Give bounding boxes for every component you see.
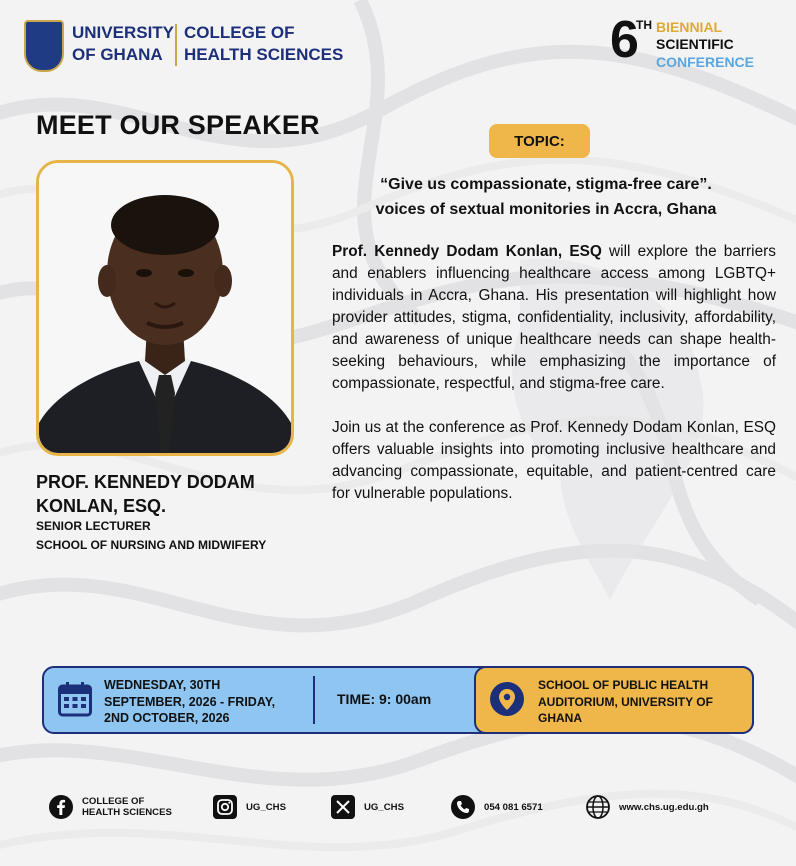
description-paragraph-1 bbox=[332, 241, 776, 395]
event-time: TIME: 9: 00am bbox=[337, 691, 432, 707]
speaker-portrait-image bbox=[39, 163, 291, 453]
calendar-icon bbox=[58, 681, 92, 717]
facebook-icon bbox=[48, 794, 74, 820]
facebook-label bbox=[82, 796, 172, 818]
topic-title-line2: voices of sextual monitories in Accra, Ghana bbox=[375, 201, 717, 218]
event-date-line1: WEDNESDAY, 30TH bbox=[104, 678, 221, 692]
event-venue-line1: SCHOOL OF PUBLIC HEALTH bbox=[538, 678, 709, 692]
footer-instagram[interactable] bbox=[212, 790, 286, 824]
globe-icon bbox=[585, 794, 611, 820]
footer-website[interactable] bbox=[585, 790, 709, 824]
instagram-icon bbox=[212, 794, 238, 820]
phone-number: 054 081 6571 bbox=[484, 801, 543, 813]
conference-scientific: SCIENTIFIC bbox=[656, 36, 734, 52]
page-title: MEET OUR SPEAKER bbox=[36, 110, 320, 140]
facebook-label-line1: COLLEGE OF bbox=[82, 796, 145, 807]
conference-suffix: TH bbox=[636, 18, 652, 32]
instagram-handle: UG_CHS bbox=[246, 801, 286, 813]
topic-label: TOPIC: bbox=[489, 124, 590, 158]
university-name bbox=[72, 22, 174, 66]
speaker-department: SCHOOL OF NURSING AND MIDWIFERY bbox=[36, 538, 267, 552]
university-name-line1: UNIVERSITY bbox=[72, 23, 175, 42]
event-venue-line2: AUDITORIUM, UNIVERSITY OF bbox=[538, 694, 713, 709]
speaker-description bbox=[332, 241, 776, 505]
topic-title bbox=[336, 172, 756, 222]
speaker-title: SENIOR LECTURER bbox=[36, 519, 151, 533]
college-name-line2: HEALTH SCIENCES bbox=[184, 45, 344, 64]
speaker-name bbox=[36, 470, 255, 518]
speaker-name-line2: KONLAN, ESQ. bbox=[36, 496, 167, 516]
description-paragraph-1-text: will explore the barriers and enablers influencing healthcare access among LGBTQ+ individuals in Accra, Ghana. His presentation will highlight how provider attitudes, stigma, confidentiality, inclusivity, affordability, and awareness of unique healthcare needs can shape health-seeking behaviours, while emphasizing the importance of compassionate, respectful, and stigma-free care. bbox=[332, 243, 776, 392]
phone-icon bbox=[450, 794, 476, 820]
speaker-role bbox=[36, 517, 266, 555]
conference-conference: CONFERENCE bbox=[656, 54, 755, 70]
conference-number: 6 bbox=[610, 11, 639, 69]
description-lead: Prof. Kennedy Dodam Konlan, ESQ bbox=[332, 243, 602, 260]
footer-phone[interactable] bbox=[450, 790, 543, 824]
event-date-line3: 2ND OCTOBER, 2026 bbox=[104, 711, 230, 725]
university-name-line2: OF GHANA bbox=[72, 45, 163, 64]
x-icon bbox=[330, 794, 356, 820]
speaker-photo bbox=[36, 160, 294, 456]
facebook-label-line2: HEALTH SCIENCES bbox=[82, 807, 172, 818]
event-venue-line3: GHANA bbox=[538, 711, 582, 725]
college-name bbox=[184, 22, 343, 66]
footer-facebook[interactable] bbox=[48, 790, 172, 824]
website-url: www.chs.ug.edu.gh bbox=[619, 801, 709, 813]
speaker-name-line1: PROF. KENNEDY DODAM bbox=[36, 472, 255, 492]
description-paragraph-2: Join us at the conference as Prof. Kennedy Dodam Konlan, ESQ offers valuable insights into promoting inclusive healthcare and advancing compassionate, equitable, and patient-centred care for vulnerable populations. bbox=[332, 419, 776, 502]
conference-biennial: BIENNIAL bbox=[656, 19, 723, 35]
university-seal-logo bbox=[24, 20, 64, 72]
x-handle: UG_CHS bbox=[364, 801, 404, 813]
event-date-line2: SEPTEMBER, 2026 - FRIDAY, bbox=[104, 694, 276, 709]
footer-x[interactable] bbox=[330, 790, 404, 824]
location-pin-icon bbox=[489, 681, 525, 717]
banner-divider bbox=[313, 676, 315, 724]
event-date bbox=[104, 677, 275, 727]
college-name-line1: COLLEGE OF bbox=[184, 23, 295, 42]
event-venue bbox=[538, 677, 713, 727]
topic-title-line1: “Give us compassionate, stigma-free care”. bbox=[380, 176, 712, 193]
header-divider bbox=[175, 24, 177, 66]
